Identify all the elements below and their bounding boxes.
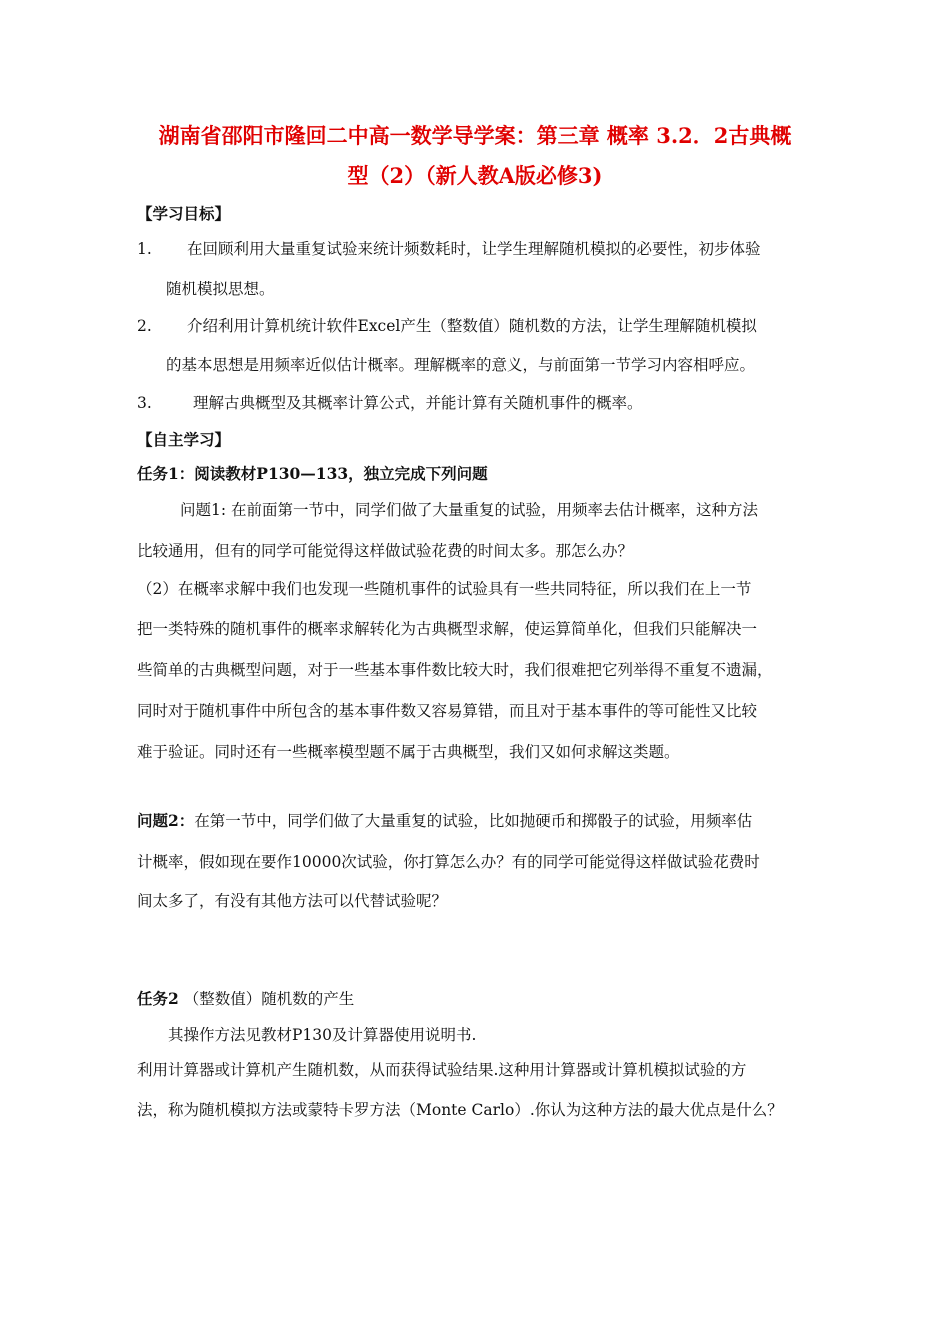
- paragraph-2-line-4: 同时对于随机事件中所包含的基本事件数又容易算错，而且对于基本事件的等可能性又比较: [137, 702, 758, 720]
- task-2-title: （整数值）随机数的产生: [183, 990, 355, 1008]
- paragraph-2-line-3: 些简单的古典概型问题，对于一些基本事件数比较大时，我们很难把它列举得不重复不遗漏，: [137, 661, 773, 679]
- task-2-heading: [137, 987, 354, 1009]
- goal-1: [137, 237, 761, 259]
- title-line-2: 型（2）（新人教A版必修3): [347, 163, 603, 188]
- question-2-line-1: [137, 809, 752, 831]
- title-line-1: 湖南省邵阳市隆回二中高一数学导学案：第三章 概率 3.2．2古典概: [158, 123, 792, 148]
- document-title: [120, 116, 830, 196]
- task-2-label: 任务2: [137, 989, 179, 1008]
- goal-1-text: 在回顾利用大量重复试验来统计频数耗时，让学生理解随机模拟的必要性，初步体验: [187, 240, 761, 258]
- goal-1-continued: 随机模拟思想。: [166, 280, 275, 298]
- question-2-line-2: 计概率，假如现在要作10000次试验，你打算怎么办？有的同学可能觉得这样做试验花费时: [137, 853, 760, 871]
- goal-2-continued: 的基本思想是用频率近似估计概率。理解概率的意义，与前面第一节学习内容相呼应。: [166, 356, 756, 374]
- paragraph-2-line-5: 难于验证。同时还有一些概率模型题不属于古典概型，我们又如何求解这类题。: [137, 743, 680, 761]
- question-2-text: 在第一节中，同学们做了大量重复的试验，比如抛硬币和掷骰子的试验，用频率估: [194, 812, 753, 830]
- paragraph-2-line-1: （2）在概率求解中我们也发现一些随机事件的试验具有一些共同特征，所以我们在上一节: [137, 580, 752, 598]
- question-1-line-1: 问题1: 在前面第一节中，同学们做了大量重复的试验，用频率去估计概率，这种方法: [180, 501, 759, 519]
- task-2-line-1: 其操作方法见教材P130及计算器使用说明书.: [168, 1026, 477, 1044]
- question-2-line-3: 间太多了，有没有其他方法可以代替试验呢？: [137, 892, 448, 910]
- goal-3-text: 理解古典概型及其概率计算公式，并能计算有关随机事件的概率。: [193, 394, 643, 412]
- goals-heading: 【学习目标】: [137, 204, 231, 223]
- goal-2: [137, 314, 757, 336]
- self-study-heading: 【自主学习】: [137, 430, 231, 449]
- task-1-heading: 任务1：阅读教材P130—133，独立完成下列问题: [137, 464, 488, 483]
- question-1-line-2: 比较通用，但有的同学可能觉得这样做试验花费的时间太多。那怎么办？: [137, 542, 634, 560]
- task-2-line-3: 法，称为随机模拟方法或蒙特卡罗方法（Monte Carlo）.你认为这种方法的最大优点是什么？: [137, 1101, 783, 1119]
- goal-2-text: 介绍利用计算机统计软件Excel产生（整数值）随机数的方法，让学生理解随机模拟: [187, 317, 757, 335]
- question-2-label: 问题2：: [137, 811, 195, 830]
- task-2-line-2: 利用计算器或计算机产生随机数，从而获得试验结果.这种用计算器或计算机模拟试验的方: [137, 1061, 747, 1079]
- goal-1-number: 1.: [137, 240, 152, 258]
- goal-3: [137, 391, 643, 413]
- goal-2-number: 2.: [137, 317, 152, 335]
- goal-3-number: 3.: [137, 394, 152, 412]
- paragraph-2-line-2: 把一类特殊的随机事件的概率求解转化为古典概型求解，使运算简单化，但我们只能解决一: [137, 620, 758, 638]
